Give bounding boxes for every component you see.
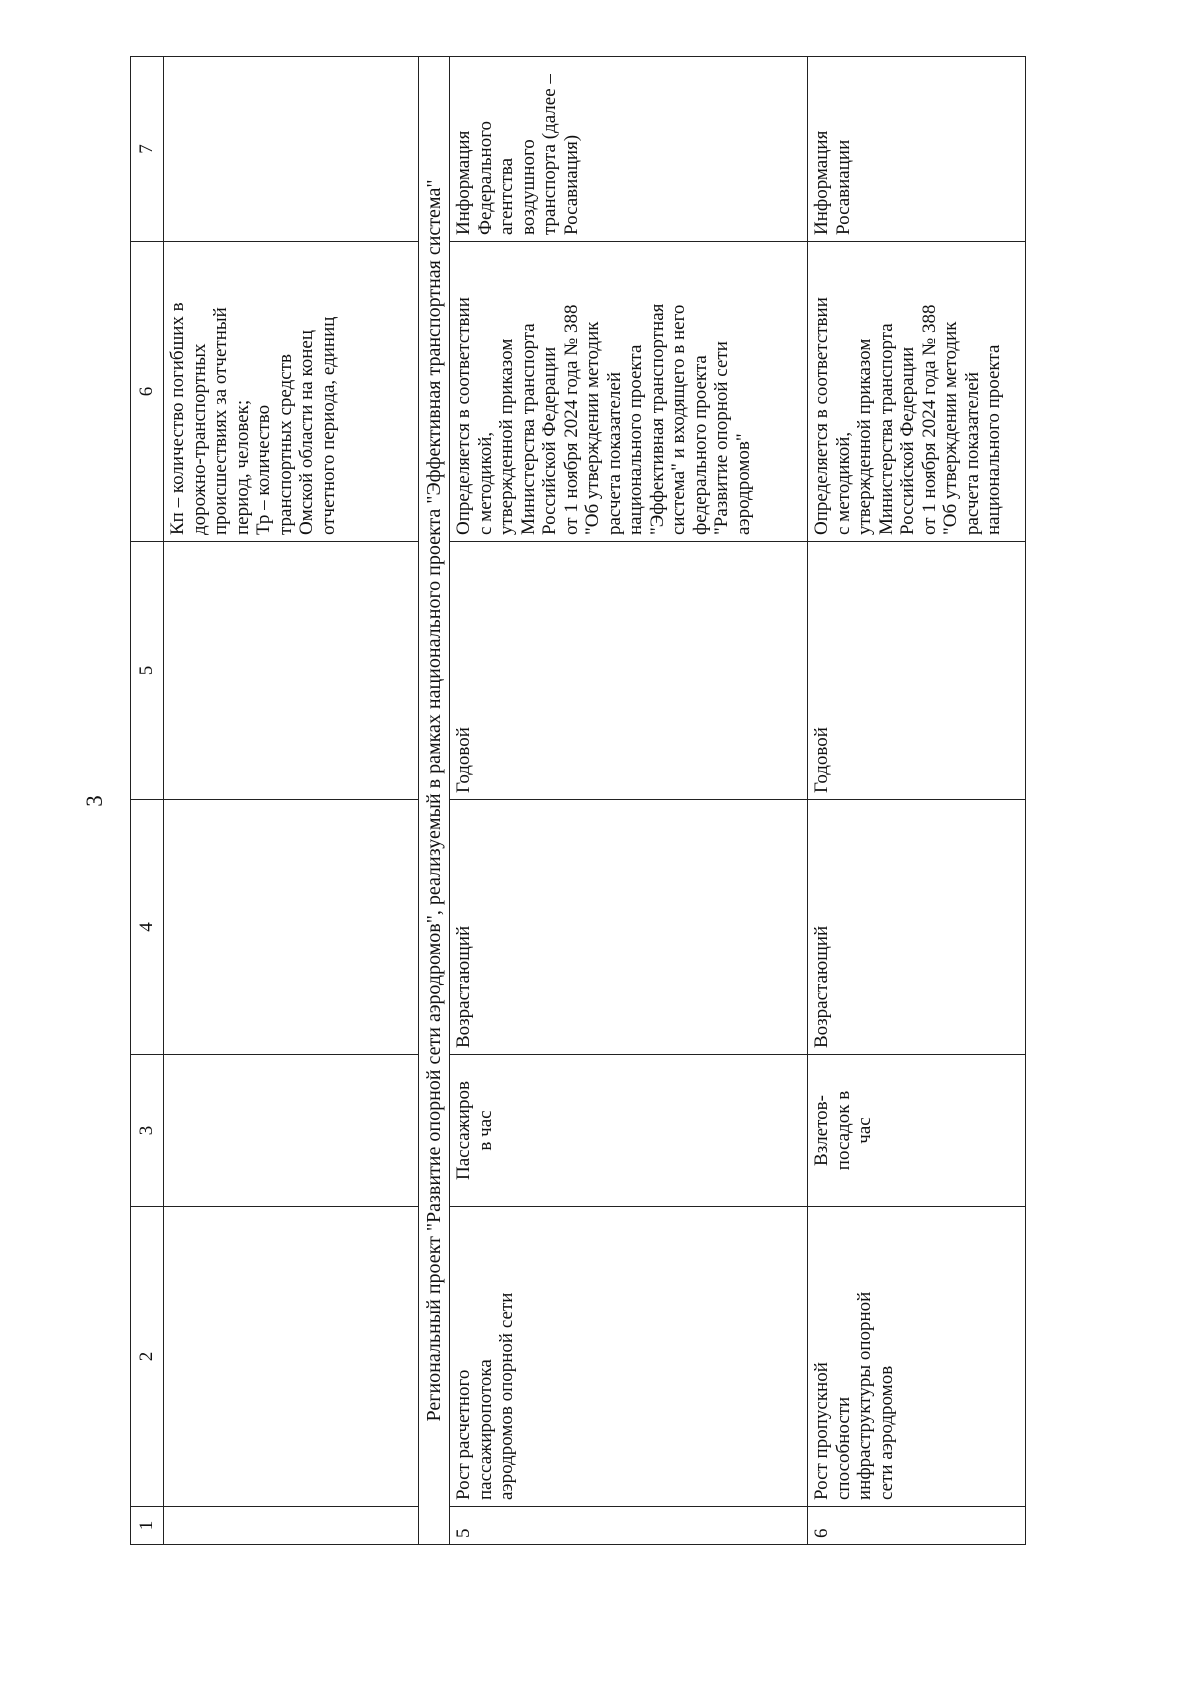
dynamics-cell: Возрастающий — [450, 800, 808, 1055]
table-cell — [164, 1207, 419, 1507]
source-cell: Информация Росавиации — [808, 57, 1026, 242]
table-cell — [164, 57, 419, 242]
section-row — [419, 57, 450, 1545]
table-row — [808, 57, 1026, 1545]
page-number: 3 — [82, 795, 107, 807]
column-header: 7 — [131, 57, 164, 242]
source-cell: Информация Федерального агентства воздушного транспорта (далее – Росавиация) — [450, 57, 808, 242]
table-cell — [164, 1055, 419, 1207]
row-number: 6 — [808, 1507, 1026, 1545]
table-row — [450, 57, 808, 1545]
frequency-cell: Годовой — [450, 542, 808, 800]
section-title: Региональный проект "Развитие опорной сети аэродромов", реализуемый в рамках национального проекта "Эффективная транспортная система" — [419, 57, 450, 1545]
continuation-row — [164, 57, 419, 1545]
column-header: 3 — [131, 1055, 164, 1207]
column-header: 1 — [131, 1507, 164, 1545]
frequency-cell: Годовой — [808, 542, 1026, 800]
method-cell: Определяется в соответствии с методикой, утвержденной приказом Министерства транспорта Российской Федерации от 1 ноября 2024 года № 388 "Об утверждении методик расчета показателей национального проекта — [808, 242, 1026, 542]
column-number-row — [131, 57, 164, 1545]
column-header: 6 — [131, 242, 164, 542]
row-number: 5 — [450, 1507, 808, 1545]
column-header: 5 — [131, 542, 164, 800]
unit-cell: Пассажиров в час — [450, 1055, 808, 1207]
dynamics-cell: Возрастающий — [808, 800, 1026, 1055]
unit-cell: Взлетов- посадок в час — [808, 1055, 1026, 1207]
column-header: 2 — [131, 1207, 164, 1507]
rotated-table-container — [130, 57, 1091, 1545]
table-cell — [164, 542, 419, 800]
formula-legend-cell: Кп – количество погибших в дорожно-транспортных происшествиях за отчетный период, человек; Тр – количество транспортных средств Омской области на конец отчетного периода, единиц — [164, 242, 419, 542]
indicators-table — [130, 56, 1026, 1545]
table-cell — [164, 1507, 419, 1545]
table-cell — [164, 800, 419, 1055]
method-cell: Определяется в соответствии с методикой, утвержденной приказом Министерства транспорта Российской Федерации от 1 ноября 2024 года № 388 "Об утверждении методик расчета показателей национального проекта "Эффективная транспортная система" и входящего в него федерального проекта "Развитие опорной сети аэродромов" — [450, 242, 808, 542]
indicator-name: Рост расчетного пассажиропотока аэродромов опорной сети — [450, 1207, 808, 1507]
indicator-name: Рост пропускной способности инфраструктуры опорной сети аэродромов — [808, 1207, 1026, 1507]
column-header: 4 — [131, 800, 164, 1055]
